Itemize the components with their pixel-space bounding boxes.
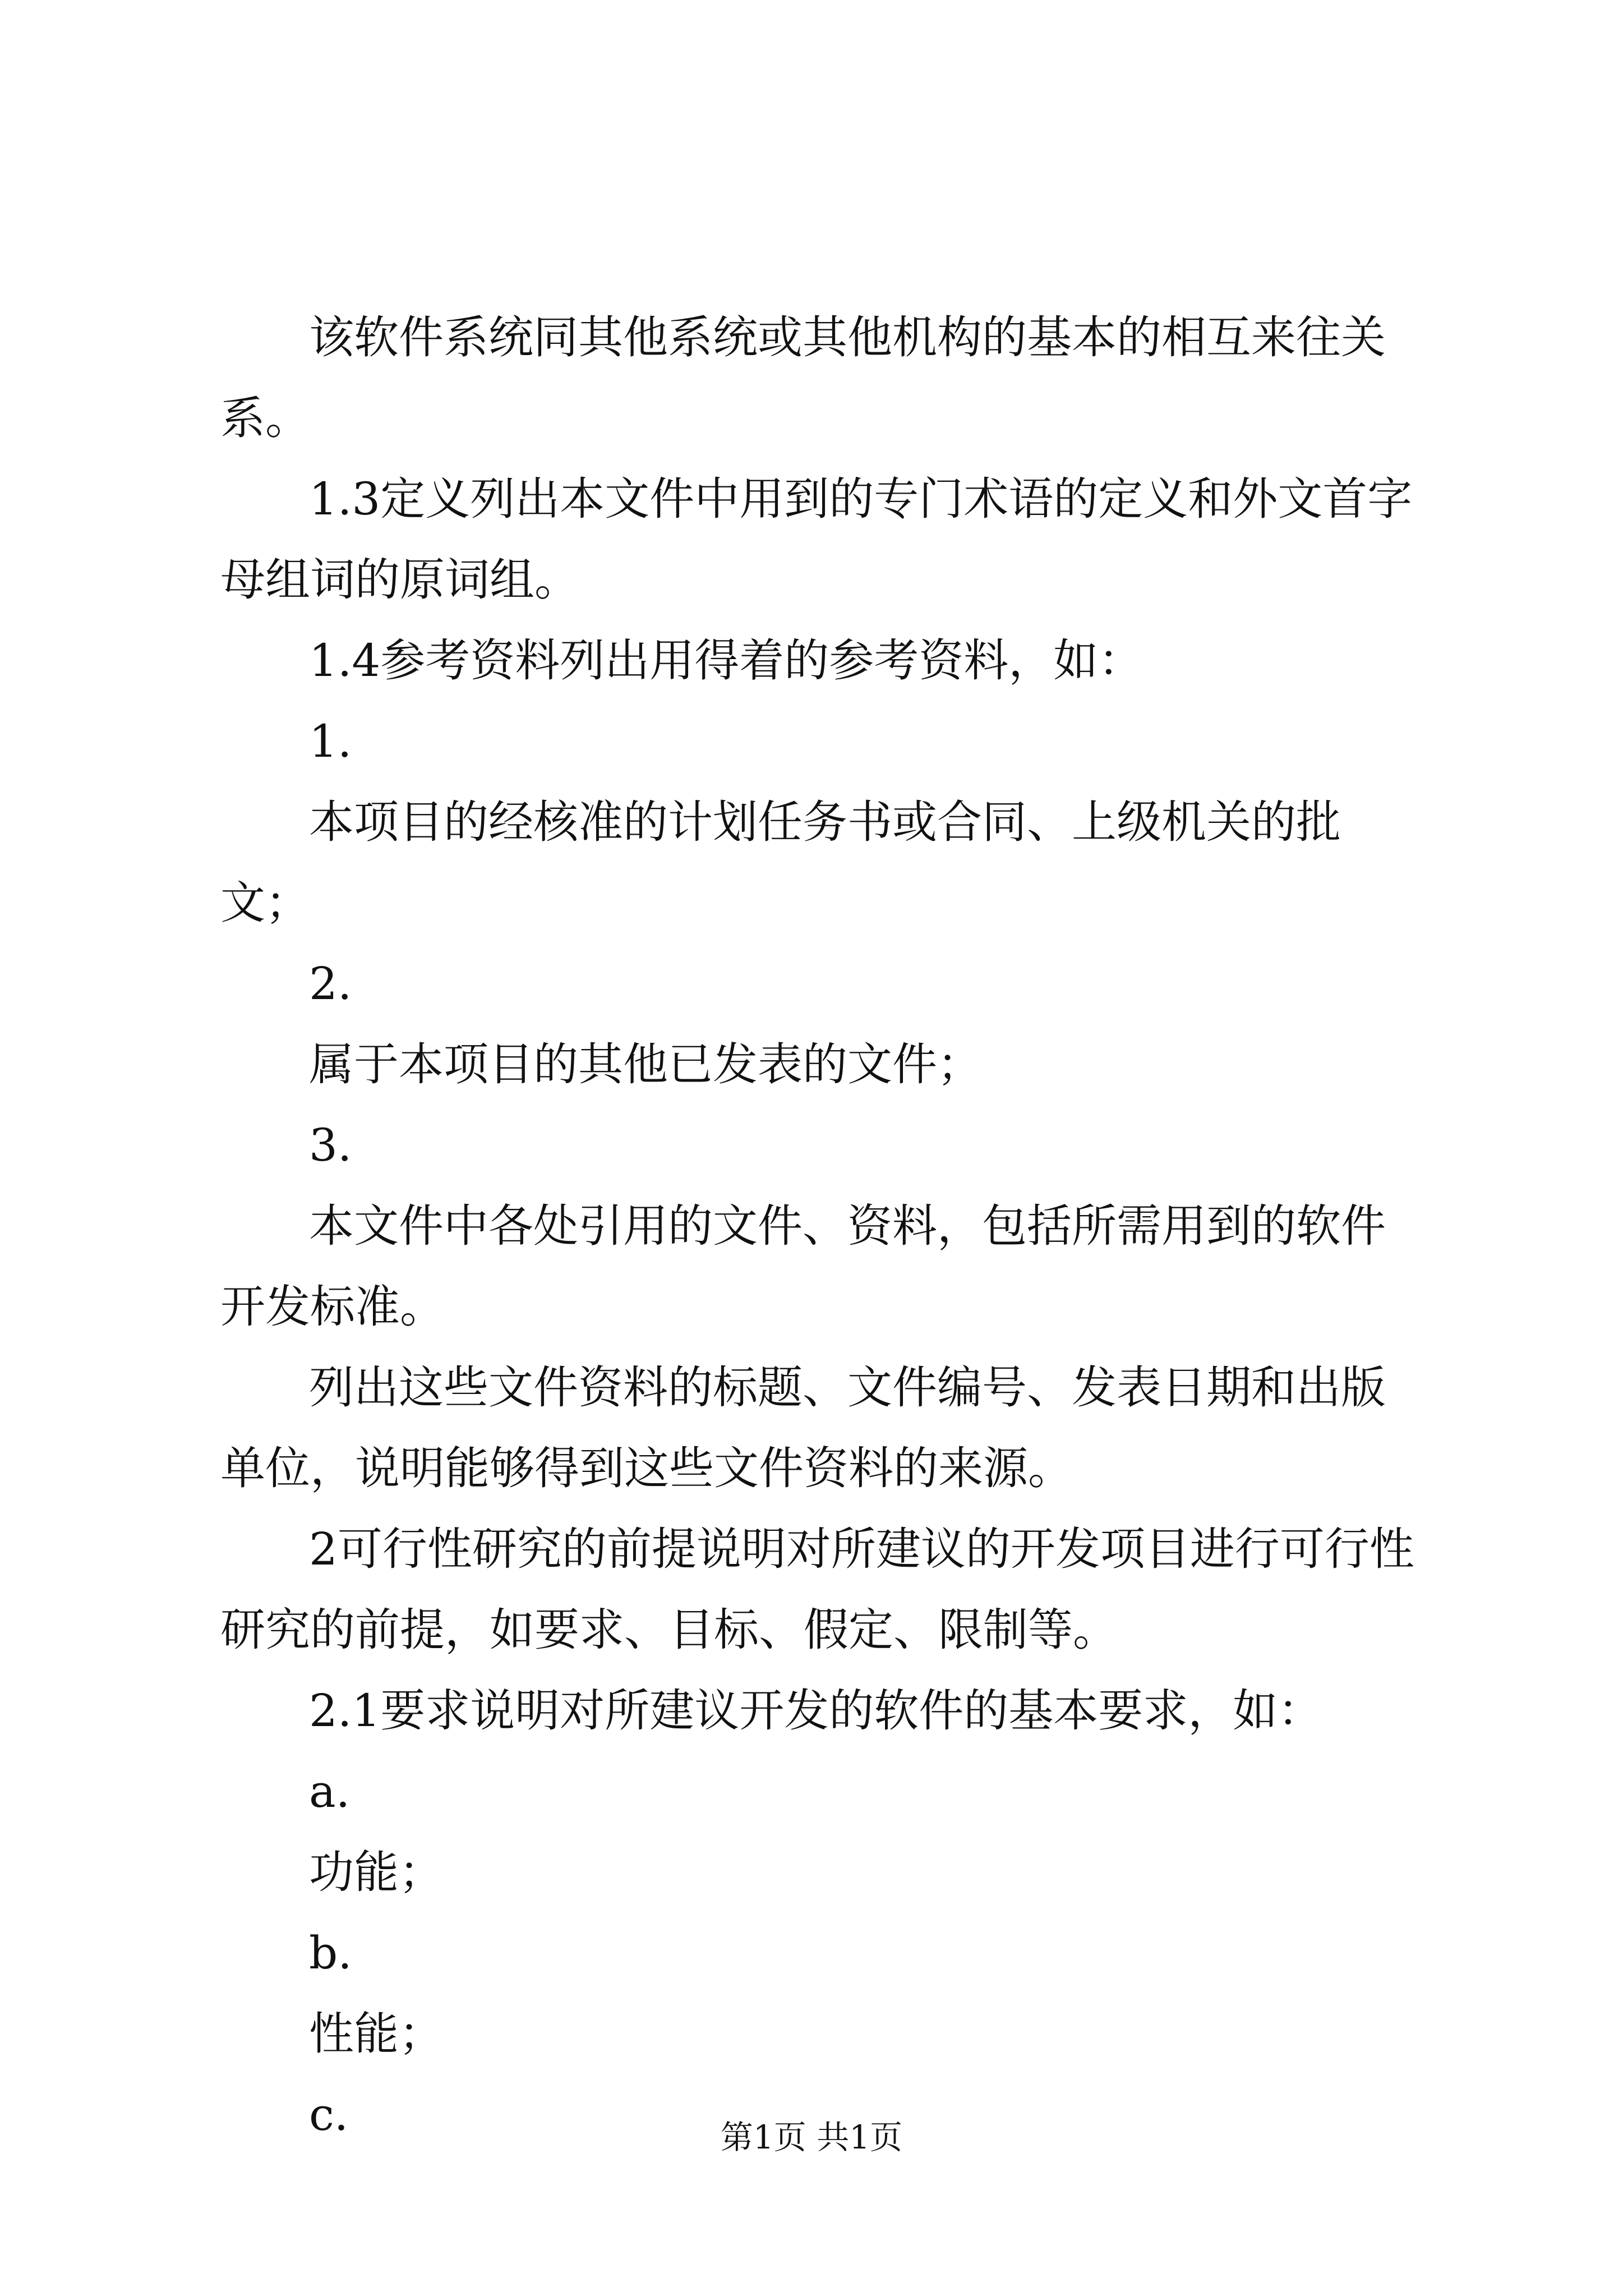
paragraph: 1.3定义列出本文件中用到的专门术语的定义和外文首字母组词的原词组。 [220, 473, 1413, 606]
document-body [220, 297, 1426, 2155]
list-item: 本项目的经核准的计划任务书或合同、上级机关的批文； [220, 796, 1341, 929]
paragraph: 2.1要求说明对所建议开发的软件的基本要求，如： [309, 1685, 1323, 1737]
list-item: 本文件中各处引用的文件、资料，包括所需用到的软件开发标准。 [220, 1200, 1386, 1333]
list-marker: 3. [309, 1119, 352, 1171]
list-marker: 2. [309, 958, 352, 1010]
paragraph: 列出这些文件资料的标题、文件编号、发表日期和出版单位，说明能够得到这些文件资料的来源。 [220, 1361, 1386, 1494]
list-marker: 1. [309, 715, 352, 767]
paragraph: 1.4参考资料列出用得着的参考资料，如： [309, 634, 1144, 687]
list-marker: a. [309, 1765, 351, 1818]
list-marker: c. [309, 2088, 349, 2141]
list-item: 功能； [309, 1846, 444, 1898]
paragraph: 2可行性研究的前提说明对所建议的开发项目进行可行性研究的前提，如要求、目标、假定、限制等。 [220, 1523, 1414, 1656]
list-marker: b. [309, 1927, 352, 1979]
page-footer: 第1页 共1页 [720, 2118, 903, 2156]
paragraph: 该软件系统同其他系统或其他机构的基本的相互来往关系。 [220, 311, 1386, 444]
list-item: 性能； [309, 2008, 444, 2060]
list-item: 属于本项目的其他已发表的文件； [309, 1038, 982, 1091]
